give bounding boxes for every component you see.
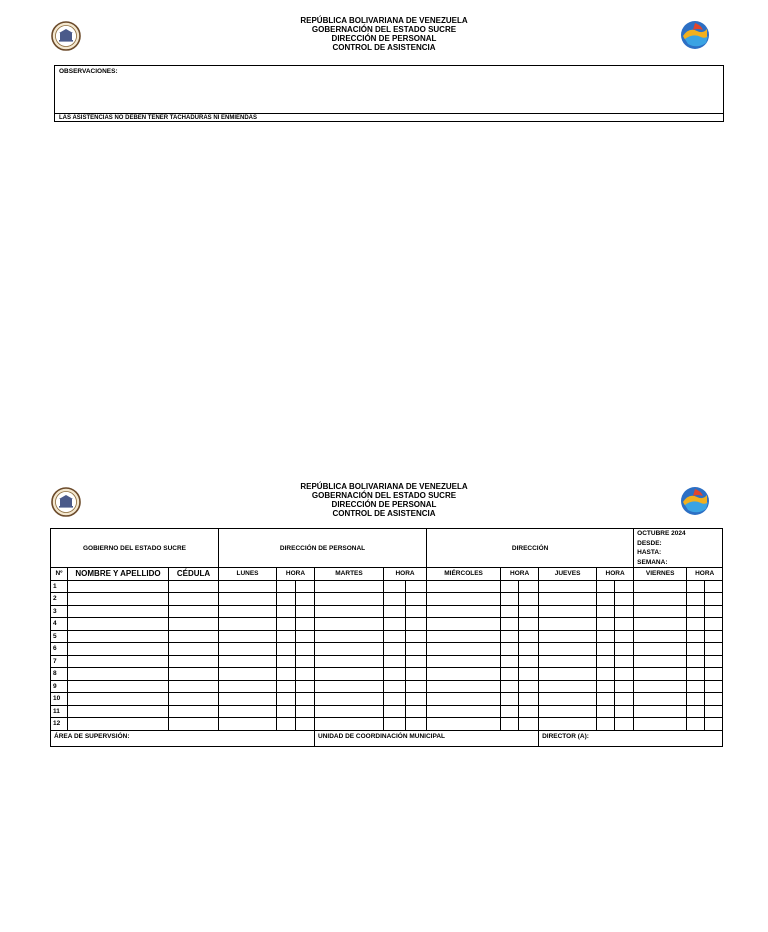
entry-cell[interactable] bbox=[615, 655, 634, 668]
page-header-top bbox=[0, 16, 768, 60]
col-tuesday: MARTES bbox=[315, 568, 384, 581]
entry-cell[interactable] bbox=[705, 680, 723, 693]
table-row bbox=[51, 580, 723, 593]
entry-cell[interactable] bbox=[539, 705, 597, 718]
entry-cell[interactable] bbox=[427, 718, 501, 731]
entry-cell[interactable] bbox=[384, 668, 406, 681]
table-row bbox=[51, 643, 723, 656]
entry-cell[interactable] bbox=[501, 580, 519, 593]
entry-cell[interactable] bbox=[169, 580, 219, 593]
entry-cell[interactable] bbox=[501, 693, 519, 706]
supervision-area-cell: ÁREA DE SUPERVSIÓN: bbox=[51, 730, 315, 747]
entry-cell[interactable] bbox=[634, 593, 687, 606]
col-number: Nº bbox=[51, 568, 68, 581]
entry-cell[interactable] bbox=[296, 618, 315, 631]
entry-cell[interactable] bbox=[501, 593, 519, 606]
entry-cell[interactable] bbox=[277, 680, 296, 693]
entry-cell[interactable] bbox=[384, 680, 406, 693]
entry-cell[interactable] bbox=[539, 655, 597, 668]
entry-cell[interactable] bbox=[296, 643, 315, 656]
header-line-governorate: GOBERNACIÓN DEL ESTADO SUCRE bbox=[311, 25, 457, 34]
table-title-row bbox=[51, 529, 723, 568]
entry-cell[interactable] bbox=[705, 693, 723, 706]
observations-note: LAS ASISTENCIAS NO DEBEN TENER TACHADURAS NI ENMIENDAS bbox=[59, 115, 258, 121]
entry-cell[interactable] bbox=[687, 618, 705, 631]
row-number: 6 bbox=[51, 643, 68, 656]
entry-cell[interactable] bbox=[615, 605, 634, 618]
entry-cell[interactable] bbox=[296, 605, 315, 618]
entry-cell[interactable] bbox=[501, 705, 519, 718]
entry-cell[interactable] bbox=[615, 693, 634, 706]
entry-cell[interactable] bbox=[519, 693, 539, 706]
entry-cell[interactable] bbox=[406, 693, 427, 706]
entry-cell[interactable] bbox=[634, 680, 687, 693]
table-row bbox=[51, 693, 723, 706]
entry-cell[interactable] bbox=[427, 655, 501, 668]
entry-cell[interactable] bbox=[384, 580, 406, 593]
observations-label: OBSERVACIONES: bbox=[59, 68, 118, 75]
entry-cell[interactable] bbox=[68, 693, 169, 706]
entry-cell[interactable] bbox=[634, 705, 687, 718]
entry-cell[interactable] bbox=[634, 618, 687, 631]
entry-cell[interactable] bbox=[539, 605, 597, 618]
entry-cell[interactable] bbox=[296, 593, 315, 606]
entry-cell[interactable] bbox=[519, 718, 539, 731]
header-line-governorate: GOBERNACIÓN DEL ESTADO SUCRE bbox=[311, 491, 457, 500]
entry-cell[interactable] bbox=[277, 718, 296, 731]
entry-cell[interactable] bbox=[68, 630, 169, 643]
entry-cell[interactable] bbox=[597, 668, 615, 681]
entry-cell[interactable] bbox=[501, 643, 519, 656]
entry-cell[interactable] bbox=[219, 680, 277, 693]
table-row bbox=[51, 718, 723, 731]
entry-cell[interactable] bbox=[219, 618, 277, 631]
header-text bbox=[0, 482, 768, 518]
entry-cell[interactable] bbox=[705, 668, 723, 681]
row-number: 10 bbox=[51, 693, 68, 706]
entry-cell[interactable] bbox=[169, 718, 219, 731]
entry-cell[interactable] bbox=[687, 593, 705, 606]
row-number: 11 bbox=[51, 705, 68, 718]
signature-row bbox=[51, 730, 723, 747]
col-friday-hour: HORA bbox=[687, 568, 723, 581]
entry-cell[interactable] bbox=[384, 630, 406, 643]
entry-cell[interactable] bbox=[406, 643, 427, 656]
entry-cell[interactable] bbox=[384, 693, 406, 706]
entry-cell[interactable] bbox=[406, 630, 427, 643]
state-wave-logo bbox=[679, 485, 711, 517]
entry-cell[interactable] bbox=[296, 693, 315, 706]
col-id: CÉDULA bbox=[169, 568, 219, 581]
entry-cell[interactable] bbox=[68, 718, 169, 731]
entry-cell[interactable] bbox=[384, 705, 406, 718]
entry-cell[interactable] bbox=[219, 668, 277, 681]
period-month: OCTUBRE 2024 bbox=[637, 530, 686, 537]
entry-cell[interactable] bbox=[519, 630, 539, 643]
entry-cell[interactable] bbox=[219, 605, 277, 618]
row-number: 7 bbox=[51, 655, 68, 668]
entry-cell[interactable] bbox=[597, 655, 615, 668]
department-cell: DIRECCIÓN DE PERSONAL bbox=[219, 529, 427, 568]
entry-cell[interactable] bbox=[687, 643, 705, 656]
table-row bbox=[51, 655, 723, 668]
entry-cell[interactable] bbox=[687, 680, 705, 693]
entry-cell[interactable] bbox=[634, 668, 687, 681]
row-number: 4 bbox=[51, 618, 68, 631]
entry-cell[interactable] bbox=[406, 655, 427, 668]
entry-cell[interactable] bbox=[539, 630, 597, 643]
municipal-unit-cell: UNIDAD DE COORDINACIÓN MUNICIPAL bbox=[315, 730, 539, 747]
entry-cell[interactable] bbox=[615, 718, 634, 731]
entry-cell[interactable] bbox=[219, 655, 277, 668]
entry-cell[interactable] bbox=[427, 593, 501, 606]
entry-cell[interactable] bbox=[315, 605, 384, 618]
entry-cell[interactable] bbox=[68, 668, 169, 681]
entry-cell[interactable] bbox=[296, 680, 315, 693]
table-row bbox=[51, 593, 723, 606]
entry-cell[interactable] bbox=[384, 618, 406, 631]
entry-cell[interactable] bbox=[296, 668, 315, 681]
entry-cell[interactable] bbox=[169, 705, 219, 718]
entry-cell[interactable] bbox=[597, 580, 615, 593]
entry-cell[interactable] bbox=[705, 605, 723, 618]
header-line-republic: REPÚBLICA BOLIVARIANA DE VENEZUELA bbox=[300, 482, 468, 491]
entry-cell[interactable] bbox=[501, 718, 519, 731]
entry-cell[interactable] bbox=[705, 655, 723, 668]
entry-cell[interactable] bbox=[384, 718, 406, 731]
col-thursday: JUEVES bbox=[539, 568, 597, 581]
table-row bbox=[51, 618, 723, 631]
table-row bbox=[51, 630, 723, 643]
entry-cell[interactable] bbox=[296, 718, 315, 731]
entry-cell[interactable] bbox=[501, 605, 519, 618]
entry-cell[interactable] bbox=[519, 680, 539, 693]
entry-cell[interactable] bbox=[501, 680, 519, 693]
header-text bbox=[0, 16, 768, 52]
entry-cell[interactable] bbox=[169, 618, 219, 631]
row-number: 5 bbox=[51, 630, 68, 643]
entry-cell[interactable] bbox=[687, 580, 705, 593]
entry-cell[interactable] bbox=[277, 593, 296, 606]
entry-cell[interactable] bbox=[705, 643, 723, 656]
col-monday: LUNES bbox=[219, 568, 277, 581]
entry-cell[interactable] bbox=[68, 643, 169, 656]
entry-cell[interactable] bbox=[705, 618, 723, 631]
entry-cell[interactable] bbox=[519, 655, 539, 668]
entry-cell[interactable] bbox=[597, 705, 615, 718]
entry-cell[interactable] bbox=[384, 643, 406, 656]
col-wednesday-hour: HORA bbox=[501, 568, 539, 581]
entry-cell[interactable] bbox=[705, 705, 723, 718]
col-friday: VIERNES bbox=[634, 568, 687, 581]
entry-cell[interactable] bbox=[277, 580, 296, 593]
entry-cell[interactable] bbox=[615, 705, 634, 718]
entry-cell[interactable] bbox=[687, 655, 705, 668]
entry-cell[interactable] bbox=[406, 580, 427, 593]
entry-cell[interactable] bbox=[615, 668, 634, 681]
entry-cell[interactable] bbox=[427, 580, 501, 593]
entry-cell[interactable] bbox=[687, 705, 705, 718]
entry-cell[interactable] bbox=[519, 705, 539, 718]
entry-cell[interactable] bbox=[315, 693, 384, 706]
entry-cell[interactable] bbox=[519, 605, 539, 618]
attendance-table bbox=[50, 528, 723, 747]
entry-cell[interactable] bbox=[296, 630, 315, 643]
col-name: NOMBRE Y APELLIDO bbox=[68, 568, 169, 581]
entry-cell[interactable] bbox=[406, 705, 427, 718]
entry-cell[interactable] bbox=[705, 580, 723, 593]
entry-cell[interactable] bbox=[597, 593, 615, 606]
entry-cell[interactable] bbox=[634, 655, 687, 668]
entry-cell[interactable] bbox=[169, 643, 219, 656]
entry-cell[interactable] bbox=[687, 668, 705, 681]
entry-cell[interactable] bbox=[427, 693, 501, 706]
entry-cell[interactable] bbox=[406, 618, 427, 631]
entry-cell[interactable] bbox=[219, 705, 277, 718]
table-row bbox=[51, 680, 723, 693]
attendance-rows bbox=[51, 580, 723, 730]
col-tuesday-hour: HORA bbox=[384, 568, 427, 581]
entry-cell[interactable] bbox=[277, 643, 296, 656]
entry-cell[interactable] bbox=[634, 693, 687, 706]
entry-cell[interactable] bbox=[634, 630, 687, 643]
entry-cell[interactable] bbox=[597, 718, 615, 731]
entry-cell[interactable] bbox=[384, 593, 406, 606]
entry-cell[interactable] bbox=[615, 630, 634, 643]
entry-cell[interactable] bbox=[427, 605, 501, 618]
entry-cell[interactable] bbox=[705, 630, 723, 643]
entry-cell[interactable] bbox=[315, 655, 384, 668]
entry-cell[interactable] bbox=[597, 680, 615, 693]
entry-cell[interactable] bbox=[539, 693, 597, 706]
entry-cell[interactable] bbox=[634, 718, 687, 731]
entry-cell[interactable] bbox=[539, 580, 597, 593]
entry-cell[interactable] bbox=[597, 605, 615, 618]
entry-cell[interactable] bbox=[277, 668, 296, 681]
period-week: SEMANA: bbox=[637, 558, 668, 566]
row-number: 12 bbox=[51, 718, 68, 731]
table-row bbox=[51, 705, 723, 718]
header-line-republic: REPÚBLICA BOLIVARIANA DE VENEZUELA bbox=[300, 16, 468, 25]
entry-cell[interactable] bbox=[384, 605, 406, 618]
header-line-department: DIRECCIÓN DE PERSONAL bbox=[331, 34, 437, 43]
entry-cell[interactable] bbox=[406, 668, 427, 681]
entry-cell[interactable] bbox=[615, 593, 634, 606]
entry-cell[interactable] bbox=[315, 580, 384, 593]
entry-cell[interactable] bbox=[169, 593, 219, 606]
entry-cell[interactable] bbox=[501, 668, 519, 681]
entry-cell[interactable] bbox=[539, 668, 597, 681]
director-cell: DIRECTOR (A): bbox=[539, 730, 723, 747]
entry-cell[interactable] bbox=[315, 643, 384, 656]
entry-cell[interactable] bbox=[687, 718, 705, 731]
entry-cell[interactable] bbox=[315, 593, 384, 606]
entry-cell[interactable] bbox=[68, 680, 169, 693]
table-row bbox=[51, 605, 723, 618]
entry-cell[interactable] bbox=[68, 593, 169, 606]
table-row bbox=[51, 668, 723, 681]
entry-cell[interactable] bbox=[427, 668, 501, 681]
header-line-document: CONTROL DE ASISTENCIA bbox=[332, 43, 436, 52]
col-thursday-hour: HORA bbox=[597, 568, 634, 581]
entry-cell[interactable] bbox=[68, 618, 169, 631]
entry-cell[interactable] bbox=[277, 605, 296, 618]
entry-cell[interactable] bbox=[687, 630, 705, 643]
entry-cell[interactable] bbox=[501, 655, 519, 668]
period-to: HASTA: bbox=[637, 549, 662, 556]
entry-cell[interactable] bbox=[519, 618, 539, 631]
entry-cell[interactable] bbox=[634, 580, 687, 593]
row-number: 1 bbox=[51, 580, 68, 593]
entry-cell[interactable] bbox=[315, 668, 384, 681]
row-number: 2 bbox=[51, 593, 68, 606]
entry-cell[interactable] bbox=[315, 630, 384, 643]
row-number: 8 bbox=[51, 668, 68, 681]
entry-cell[interactable] bbox=[427, 705, 501, 718]
entry-cell[interactable] bbox=[219, 693, 277, 706]
observations-divider bbox=[55, 113, 723, 114]
entry-cell[interactable] bbox=[406, 718, 427, 731]
entry-cell[interactable] bbox=[634, 643, 687, 656]
entry-cell[interactable] bbox=[427, 643, 501, 656]
header-line-department: DIRECCIÓN DE PERSONAL bbox=[331, 500, 437, 509]
entry-cell[interactable] bbox=[406, 605, 427, 618]
row-number: 9 bbox=[51, 680, 68, 693]
entry-cell[interactable] bbox=[68, 705, 169, 718]
entry-cell[interactable] bbox=[277, 705, 296, 718]
entry-cell[interactable] bbox=[687, 605, 705, 618]
entry-cell[interactable] bbox=[634, 605, 687, 618]
entry-cell[interactable] bbox=[219, 718, 277, 731]
entry-cell[interactable] bbox=[406, 680, 427, 693]
entry-cell[interactable] bbox=[277, 630, 296, 643]
entry-cell[interactable] bbox=[597, 630, 615, 643]
entry-cell[interactable] bbox=[169, 693, 219, 706]
col-monday-hour: HORA bbox=[277, 568, 315, 581]
entry-cell[interactable] bbox=[615, 618, 634, 631]
entry-cell[interactable] bbox=[427, 680, 501, 693]
entry-cell[interactable] bbox=[597, 643, 615, 656]
state-wave-logo bbox=[679, 19, 711, 51]
entry-cell[interactable] bbox=[169, 630, 219, 643]
column-header-row bbox=[51, 568, 723, 581]
entry-cell[interactable] bbox=[296, 705, 315, 718]
col-wednesday: MIÉRCOLES bbox=[427, 568, 501, 581]
period-cell bbox=[634, 529, 723, 568]
entry-cell[interactable] bbox=[539, 593, 597, 606]
header-line-document: CONTROL DE ASISTENCIA bbox=[332, 509, 436, 518]
entry-cell[interactable] bbox=[296, 580, 315, 593]
entry-cell[interactable] bbox=[277, 655, 296, 668]
entry-cell[interactable] bbox=[68, 580, 169, 593]
entry-cell[interactable] bbox=[519, 643, 539, 656]
entry-cell[interactable] bbox=[219, 580, 277, 593]
entry-cell[interactable] bbox=[169, 680, 219, 693]
entry-cell[interactable] bbox=[219, 593, 277, 606]
entry-cell[interactable] bbox=[315, 680, 384, 693]
entry-cell[interactable] bbox=[296, 655, 315, 668]
entry-cell[interactable] bbox=[705, 593, 723, 606]
observations-box bbox=[54, 65, 724, 122]
entry-cell[interactable] bbox=[519, 580, 539, 593]
entry-cell[interactable] bbox=[68, 605, 169, 618]
entry-cell[interactable] bbox=[406, 593, 427, 606]
entry-cell[interactable] bbox=[219, 643, 277, 656]
entry-cell[interactable] bbox=[519, 668, 539, 681]
page-header-bottom bbox=[0, 482, 768, 526]
entry-cell[interactable] bbox=[705, 718, 723, 731]
entry-cell[interactable] bbox=[315, 618, 384, 631]
entry-cell[interactable] bbox=[277, 618, 296, 631]
entry-cell[interactable] bbox=[315, 705, 384, 718]
direction-cell: DIRECCIÓN bbox=[427, 529, 634, 568]
entry-cell[interactable] bbox=[169, 668, 219, 681]
entry-cell[interactable] bbox=[384, 655, 406, 668]
entry-cell[interactable] bbox=[219, 630, 277, 643]
entry-cell[interactable] bbox=[539, 680, 597, 693]
entry-cell[interactable] bbox=[687, 693, 705, 706]
entry-cell[interactable] bbox=[169, 605, 219, 618]
entry-cell[interactable] bbox=[615, 680, 634, 693]
entry-cell[interactable] bbox=[539, 718, 597, 731]
entry-cell[interactable] bbox=[501, 618, 519, 631]
entry-cell[interactable] bbox=[615, 580, 634, 593]
entry-cell[interactable] bbox=[539, 643, 597, 656]
entry-cell[interactable] bbox=[539, 618, 597, 631]
entry-cell[interactable] bbox=[597, 693, 615, 706]
entry-cell[interactable] bbox=[315, 718, 384, 731]
period-from: DESDE: bbox=[637, 539, 662, 547]
entry-cell[interactable] bbox=[615, 643, 634, 656]
entry-cell[interactable] bbox=[427, 630, 501, 643]
organization-cell: GOBIERNO DEL ESTADO SUCRE bbox=[51, 529, 219, 568]
entry-cell[interactable] bbox=[427, 618, 501, 631]
entry-cell[interactable] bbox=[277, 693, 296, 706]
entry-cell[interactable] bbox=[169, 655, 219, 668]
entry-cell[interactable] bbox=[597, 618, 615, 631]
row-number: 3 bbox=[51, 605, 68, 618]
entry-cell[interactable] bbox=[501, 630, 519, 643]
entry-cell[interactable] bbox=[519, 593, 539, 606]
entry-cell[interactable] bbox=[68, 655, 169, 668]
